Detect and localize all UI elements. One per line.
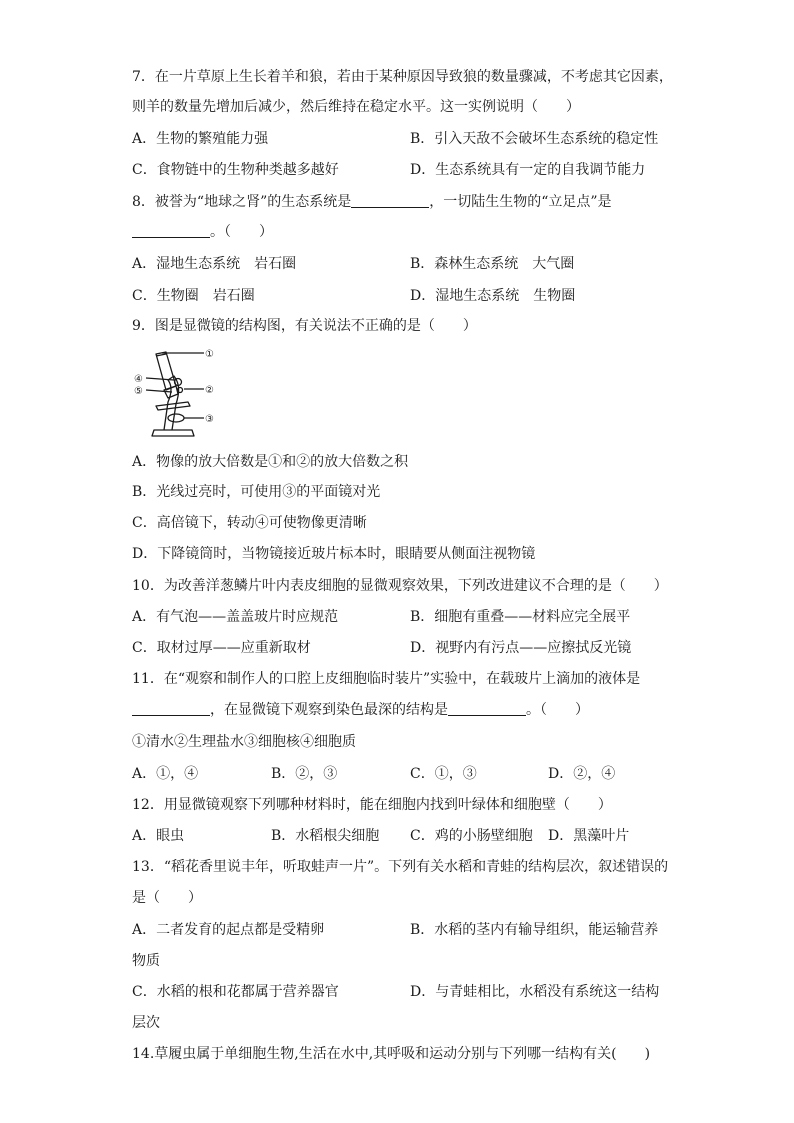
q8-stem-part2: ，一切陆生生物的“立足点”是 [429,194,612,210]
q8-option-a[interactable]: A．湿地生态系统 岩石圈 [132,256,297,272]
q7-option-a[interactable]: A．生物的繁殖能力强 [132,131,269,147]
q11-blank-1[interactable] [132,701,210,716]
q10-option-a[interactable]: A．有气泡——盖盖玻片时应规范 [132,609,339,625]
q12-option-b[interactable]: B．水稻根尖细胞 [271,828,380,844]
q13-option-a[interactable]: A．二者发育的起点都是受精卵 [132,922,325,938]
q10-option-d[interactable]: D．视野内有污点——应擦拭反光镜 [410,640,632,656]
q9-option-b[interactable]: B．光线过亮时，可使用③的平面镜对光 [132,484,381,500]
q8-stem-part3: 。（ ） [210,224,273,240]
q13-option-b-cont: 物质 [132,953,160,969]
q11-blank-2[interactable] [448,701,526,716]
q8-stem-part1: 8．被誉为“地球之肾”的生态系统是 [132,194,352,210]
q7-stem-line2: 则羊的数量先增加后减少，然后维持在稳定水平。这一实例说明（ ） [132,99,580,115]
q11-stem-line1: 11．在“观察和制作人的口腔上皮细胞临时装片”实验中，在载玻片上滴加的液体是 [132,671,641,687]
q12-option-a[interactable]: A．眼虫 [132,828,185,844]
q13-stem-line1: 13．“稻花香里说丰年，听取蛙声一片”。下列有关水稻和青蛙的结构层次，叙述错误的 [132,859,669,875]
q11-items: ①清水②生理盐水③细胞核④细胞质 [132,734,356,750]
q9-stem: 9．图是显微镜的结构图，有关说法不正确的是（ ） [132,318,477,334]
q10-option-c[interactable]: C．取材过厚——应重新取材 [132,640,311,656]
q8-option-d[interactable]: D．湿地生态系统 生物圈 [410,288,576,304]
q13-stem-line2: 是（ ） [132,890,202,906]
q9-option-c[interactable]: C．高倍镜下，转动④可使物像更清晰 [132,515,367,531]
q7-option-d[interactable]: D．生态系统具有一定的自我调节能力 [410,162,646,178]
microscope-label-1: ① [205,349,214,360]
q8-option-b[interactable]: B．森林生态系统 大气圈 [410,256,575,272]
q11-stem-part3: 。（ ） [526,702,589,718]
microscope-label-3: ③ [205,414,214,425]
q13-option-d[interactable]: D．与青蛙相比，水稻没有系统这一结构 [410,984,660,1000]
microscope-label-2: ② [205,385,214,396]
q11-option-c[interactable]: C．①，③ [410,766,477,782]
microscope-diagram [132,346,222,442]
microscope-label-5: ⑤ [134,386,143,397]
q10-option-b[interactable]: B．细胞有重叠——材料应完全展平 [410,609,631,625]
q11-option-b[interactable]: B．②，③ [271,766,338,782]
q9-option-a[interactable]: A．物像的放大倍数是①和②的放大倍数之积 [132,454,409,470]
q11-option-d[interactable]: D．②，④ [548,766,616,782]
q10-stem: 10．为改善洋葱鳞片叶内表皮细胞的显微观察效果，下列改进建议不合理的是（ ） [132,578,668,594]
q8-blank-2[interactable] [132,223,210,238]
q11-stem-line2 [132,701,589,719]
q7-option-c[interactable]: C．食物链中的生物种类越多越好 [132,162,339,178]
q11-option-a[interactable]: A．①，④ [132,766,199,782]
q13-option-c[interactable]: C．水稻的根和花都属于营养器官 [132,984,339,1000]
q8-stem-line1 [132,193,612,211]
q12-option-d[interactable]: D．黑藻叶片 [548,828,630,844]
q7-stem-line1: 7．在一片草原上生长着羊和狼，若由于某种原因导致狼的数量骤减，不考虑其它因素， [132,69,673,85]
q13-option-d-cont: 层次 [132,1015,160,1031]
q8-stem-line2 [132,223,273,241]
q9-option-d[interactable]: D．下降镜筒时，当物镜接近玻片标本时，眼睛要从侧面注视物镜 [132,546,536,562]
q14-stem: 14.草履虫属于单细胞生物,生活在水中,其呼吸和运动分别与下列哪一结构有关( ) [132,1046,651,1062]
q12-option-c[interactable]: C．鸡的小肠壁细胞 [410,828,533,844]
q13-option-b[interactable]: B．水稻的茎内有输导组织，能运输营养 [410,922,659,938]
q8-option-c[interactable]: C．生物圈 岩石圈 [132,288,255,304]
q11-stem-part2: ，在显微镜下观察到染色最深的结构是 [210,702,448,718]
microscope-label-4: ④ [134,374,143,385]
q12-stem: 12．用显微镜观察下列哪种材料时，能在细胞内找到叶绿体和细胞壁（ ） [132,797,612,813]
q8-blank-1[interactable] [351,193,429,208]
q7-option-b[interactable]: B．引入天敌不会破坏生态系统的稳定性 [410,131,659,147]
